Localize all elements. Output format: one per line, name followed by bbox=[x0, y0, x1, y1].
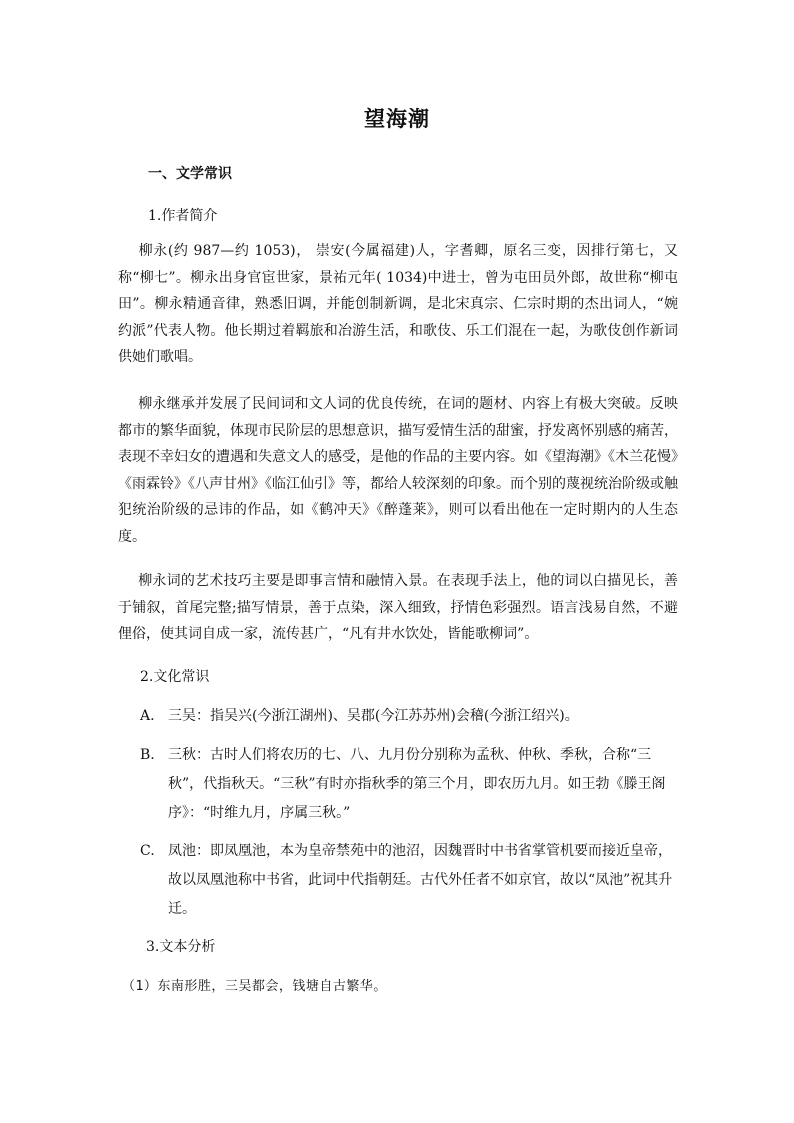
subheading-text-analysis: 3.文本分析 bbox=[146, 939, 216, 955]
paragraph-author-bio-text: 柳永(约 987—约 1053)， 崇安(今属福建)人，字耆卿，原名三变，因排行第七，又称“柳七”。柳永出身官宦世家，景祐元年( 1034)中进士，曾为屯田员外郎，故世称“柳屯田”。柳永精通音律，熟悉旧调，并能创制新调，是北宋真宗、仁宗时期的杰出词人，“婉约派”代表人物。他长期过着羁旅和冶游生活，和歌伎、乐工们混在一起，为歌伎创作新词供她们歌唱。 bbox=[118, 243, 678, 365]
subheading-cultural-knowledge: 2.文化常识 bbox=[140, 669, 210, 685]
paragraph-author-works-text: 柳永继承并发展了民间词和文人词的优良传统，在词的题材、内容上有极大突破。反映都市的繁华面貌，体现市民阶层的思想意识，描写爱情生活的甜蜜，抒发离怀别感的痛苦，表现不幸妇女的遭遇和失意文人的感受，是他的作品的主要内容。如《望海潮》《木兰花慢》《雨霖铃》《八声甘州》《临江仙引》等，都给人较深刻的印象。而个别的蔑视统治阶级或触犯统治阶级的忌讳的作品，如《鹤冲天》《醉蓬莱》，则可以看出他在一定时期内的人生态度。 bbox=[118, 396, 678, 545]
list-item-b bbox=[140, 741, 680, 828]
analysis-line-1: （1）东南形胜，三吴都会，钱塘自古繁华。 bbox=[122, 979, 387, 994]
paragraph-author-style bbox=[118, 568, 678, 648]
list-item-letter: B. bbox=[140, 747, 155, 763]
list-item-text: 凤池：即凤凰池，本为皇帝禁苑中的池沼，因魏晋时中书省掌管机要而接近皇帝，故以凤凰池称中书省，此词中代指朝廷。古代外任者不如京官，故以“凤池”祝其升迁。 bbox=[168, 843, 673, 917]
list-item-text: 三吴：指吴兴(今浙江湖州)、吴郡(今江苏苏州)会稽(今浙江绍兴)。 bbox=[168, 708, 579, 724]
page-title: 望海潮 bbox=[364, 106, 430, 131]
list-item-a bbox=[140, 702, 680, 731]
list-item-letter: C. bbox=[140, 843, 155, 859]
paragraph-author-bio bbox=[118, 238, 678, 371]
section-heading-literary-knowledge: 一、文学常识 bbox=[148, 166, 232, 182]
list-item-letter: A. bbox=[140, 708, 155, 724]
paragraph-author-style-text: 柳永词的艺术技巧主要是即事言情和融情入景。在表现手法上，他的词以白描见长，善于铺叙，首尾完整;描写情景，善于点染，深入细致，抒情色彩强烈。语言浅易自然，不避俚俗，使其词自成一家，流传甚广，“凡有井水饮处，皆能歌柳词”。 bbox=[118, 573, 678, 642]
list-item-text: 三秋：古时人们将农历的七、八、九月份分别称为孟秋、仲秋、季秋，合称“三秋”，代指秋天。“三秋”有时亦指秋季的第三个月，即农历九月。如王勃《滕王阁序》：“时维九月，序属三秋。” bbox=[168, 747, 666, 821]
paragraph-author-works bbox=[118, 391, 678, 550]
subheading-author-intro: 1.作者简介 bbox=[148, 208, 218, 224]
list-item-c bbox=[140, 837, 680, 924]
